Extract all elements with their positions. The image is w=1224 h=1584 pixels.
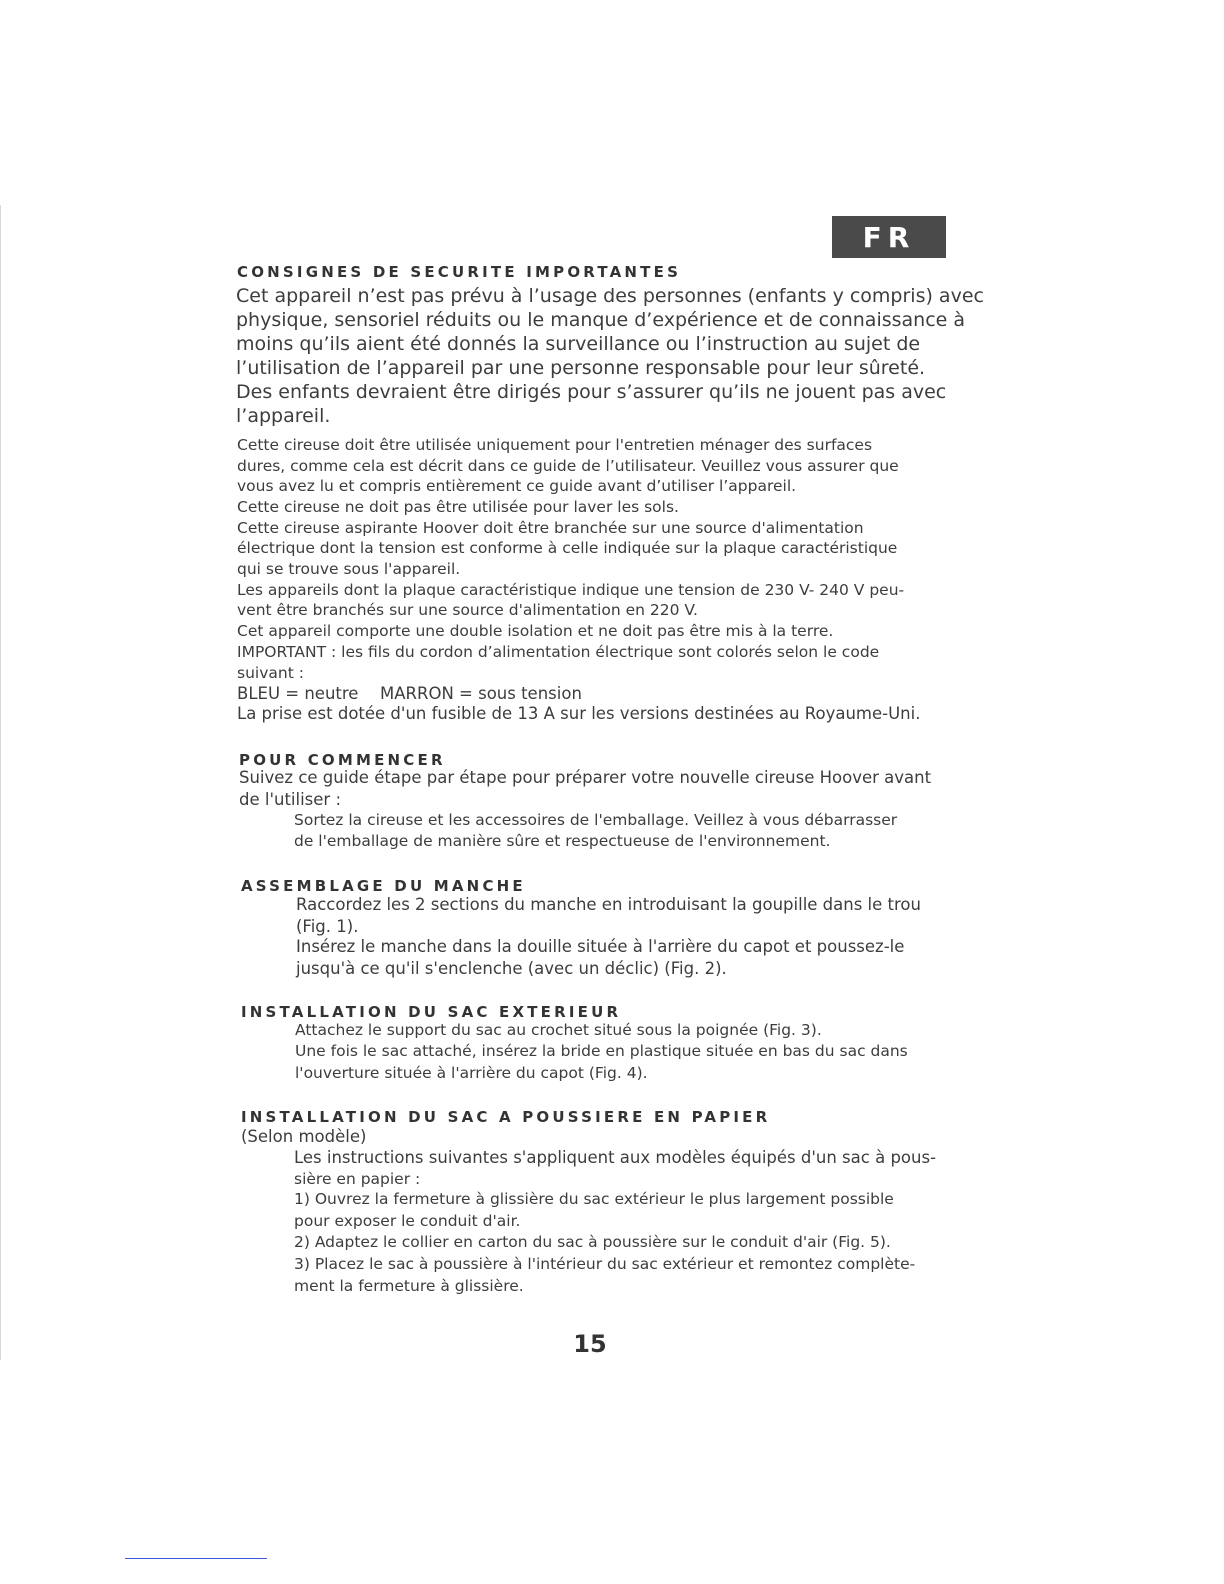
start-indent-line: Sortez la cireuse et les accessoires de l'emballage. Veillez à vous débarrasser	[294, 811, 898, 829]
safety-body-line: IMPORTANT : les fils du cordon d’alimentation électrique sont colorés selon le code	[237, 643, 880, 661]
safety-intro-line: l’utilisation de l’appareil par une personne responsable pour leur sûreté.	[236, 357, 926, 379]
handle-line: jusqu'à ce qu'il s'enclenche (avec un déclic) (Fig. 2).	[296, 959, 727, 978]
safety-body-line: Cette cireuse aspirante Hoover doit être branchée sur une source d'alimentation	[237, 519, 864, 537]
paper-bag-line: Les instructions suivantes s'appliquent aux modèles équipés d'un sac à pous-	[294, 1148, 937, 1167]
start-indent-line: de l'emballage de manière sûre et respectueuse de l'environnement.	[294, 832, 831, 850]
safety-intro-line: l’appareil.	[236, 405, 331, 427]
outer-bag-line: Une fois le sac attaché, insérez la bride en plastique située en bas du sac dans	[295, 1042, 908, 1060]
paper-bag-line: 2) Adaptez le collier en carton du sac à poussière sur le conduit d'air (Fig. 5).	[294, 1233, 891, 1251]
handle-line: Insérez le manche dans la douille située à l'arrière du capot et poussez-le	[296, 937, 905, 956]
heading-handle: ASSEMBLAGE DU MANCHE	[241, 877, 526, 895]
fuse-line: La prise est dotée d'un fusible de 13 A sur les versions destinées au Royaume-Uni.	[237, 704, 921, 723]
start-line: Suivez ce guide étape par étape pour préparer votre nouvelle cireuse Hoover avant	[239, 768, 932, 787]
safety-body-line: Cet appareil comporte une double isolation et ne doit pas être mis à la terre.	[237, 622, 834, 640]
wire-code-brown: MARRON = sous tension	[380, 684, 582, 703]
safety-intro-line: physique, sensoriel réduits ou le manque d’expérience et de connaissance à	[236, 309, 966, 331]
safety-body-line: Cette cireuse doit être utilisée uniquement pour l'entretien ménager des surfaces	[237, 436, 873, 454]
safety-body-line: dures, comme cela est décrit dans ce guide de l’utilisateur. Veuillez vous assurer que	[237, 457, 899, 475]
paper-bag-line: ment la fermeture à glissière.	[294, 1277, 524, 1295]
safety-intro-line: Des enfants devraient être dirigés pour s’assurer qu’ils ne jouent pas avec	[236, 381, 947, 403]
paper-bag-subtitle: (Selon modèle)	[241, 1127, 367, 1146]
footnote-rule	[125, 1558, 267, 1559]
heading-safety: CONSIGNES DE SECURITE IMPORTANTES	[237, 263, 682, 281]
outer-bag-line: l'ouverture située à l'arrière du capot (Fig. 4).	[295, 1064, 648, 1082]
handle-line: Raccordez les 2 sections du manche en introduisant la goupille dans le trou	[296, 895, 921, 914]
paper-bag-line: 1) Ouvrez la fermeture à glissière du sac extérieur le plus largement possible	[294, 1190, 894, 1208]
page-number: 15	[573, 1330, 607, 1358]
safety-body-line: Cette cireuse ne doit pas être utilisée pour laver les sols.	[237, 498, 679, 516]
safety-body-line: qui se trouve sous l'appareil.	[237, 560, 461, 578]
safety-body-line: électrique dont la tension est conforme à celle indiquée sur la plaque caractéristique	[237, 539, 898, 557]
safety-body-line: suivant :	[237, 664, 304, 682]
safety-body-line: vent être branchés sur une source d'alimentation en 220 V.	[237, 601, 698, 619]
page-edge-line	[0, 205, 1, 1360]
safety-body-line: vous avez lu et compris entièrement ce guide avant d’utiliser l’appareil.	[237, 477, 797, 495]
paper-bag-line: pour exposer le conduit d'air.	[294, 1212, 521, 1230]
paper-bag-line: sière en papier :	[294, 1170, 421, 1188]
paper-bag-line: 3) Placez le sac à poussière à l'intérieur du sac extérieur et remontez complète-	[294, 1255, 916, 1273]
start-line: de l'utiliser :	[239, 790, 342, 809]
handle-line: (Fig. 1).	[296, 917, 359, 936]
safety-body-line: Les appareils dont la plaque caractéristique indique une tension de 230 V- 240 V peu-	[237, 581, 905, 599]
outer-bag-line: Attachez le support du sac au crochet situé sous la poignée (Fig. 3).	[295, 1021, 822, 1039]
heading-outer-bag: INSTALLATION DU SAC EXTERIEUR	[241, 1003, 622, 1021]
heading-paper-bag: INSTALLATION DU SAC A POUSSIERE EN PAPIER	[241, 1108, 771, 1126]
wire-code-blue: BLEU = neutre	[237, 684, 359, 703]
heading-start: POUR COMMENCER	[239, 751, 446, 769]
language-badge: FR	[832, 216, 946, 258]
safety-intro-line: moins qu’ils aient été donnés la surveillance ou l’instruction au sujet de	[236, 333, 921, 355]
safety-intro-line: Cet appareil n’est pas prévu à l’usage des personnes (enfants y compris) avec	[236, 285, 984, 307]
